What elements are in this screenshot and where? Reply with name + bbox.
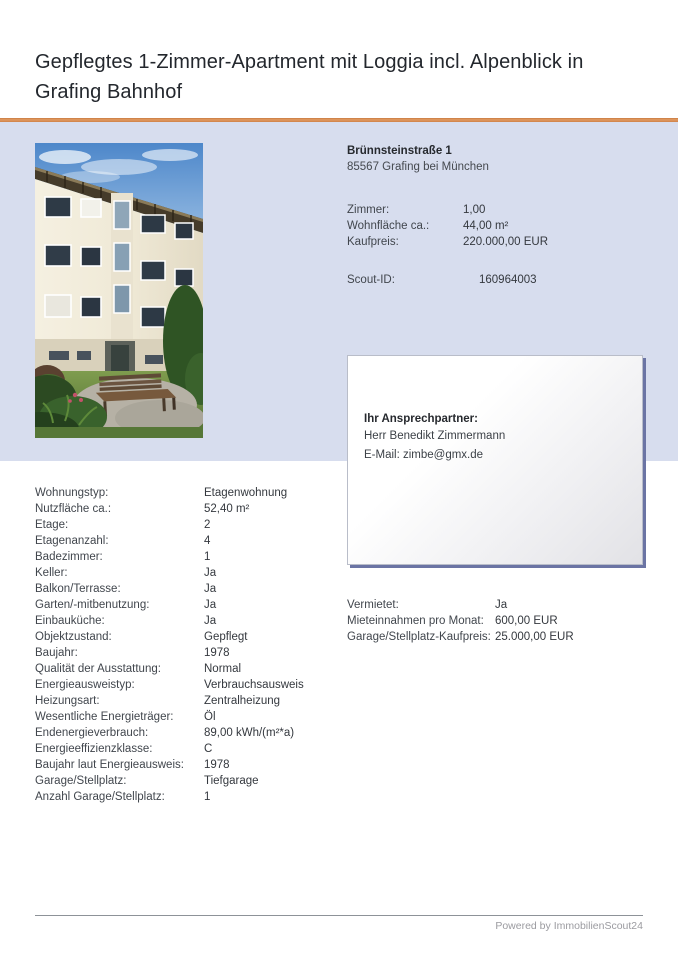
detail-value: Ja: [495, 599, 508, 611]
detail-label: Etagenanzahl:: [35, 535, 109, 547]
detail-row: [35, 565, 335, 581]
contact-card: [347, 355, 643, 565]
detail-label: Qualität der Ausstattung:: [35, 663, 161, 675]
detail-label: Energieeffizienzklasse:: [35, 743, 153, 755]
details-right-list: [347, 597, 657, 645]
detail-value: Ja: [204, 567, 217, 579]
summary-label: Wohnfläche ca.:: [347, 220, 430, 232]
detail-value: Tiefgarage: [204, 775, 259, 787]
summary-rows: [347, 202, 647, 250]
detail-label: Endenergieverbrauch:: [35, 727, 149, 739]
detail-row: [35, 501, 335, 517]
scout-id-value: 160964003: [479, 274, 537, 286]
summary-row: [347, 234, 647, 250]
detail-value: Etagenwohnung: [204, 487, 288, 499]
detail-label: Vermietet:: [347, 599, 399, 611]
detail-row: [35, 533, 335, 549]
property-photo: [35, 143, 203, 438]
page-title: Gepflegtes 1-Zimmer-Apartment mit Loggia incl. Alpenblick in Grafing Bahnhof: [35, 51, 584, 103]
detail-row: [347, 613, 657, 629]
detail-label: Heizungsart:: [35, 695, 100, 707]
detail-row: [35, 581, 335, 597]
detail-label: Balkon/Terrasse:: [35, 583, 121, 595]
detail-row: [35, 645, 335, 661]
detail-value: 2: [204, 519, 211, 531]
detail-row: [35, 741, 335, 757]
summary-value: 220.000,00 EUR: [463, 236, 549, 248]
detail-label: Einbauküche:: [35, 615, 105, 627]
detail-value: Ja: [204, 583, 217, 595]
summary-row: [347, 218, 647, 234]
detail-label: Keller:: [35, 567, 68, 579]
detail-value: 1978: [204, 759, 230, 771]
detail-label: Anzahl Garage/Stellplatz:: [35, 791, 165, 803]
detail-value: 4: [204, 535, 211, 547]
property-summary: [347, 143, 647, 288]
detail-value: Zentralheizung: [204, 695, 281, 707]
detail-row: [35, 549, 335, 565]
contact-name: Herr Benedikt Zimmermann: [364, 430, 506, 442]
detail-value: 1: [204, 551, 211, 563]
detail-row: [347, 597, 657, 613]
contact-heading: Ihr Ansprechpartner:: [364, 413, 478, 425]
summary-label: Zimmer:: [347, 204, 390, 216]
detail-label: Garage/Stellplatz-Kaufpreis:: [347, 631, 491, 643]
detail-row: [35, 629, 335, 645]
detail-value: 52,40 m²: [204, 503, 250, 515]
detail-value: 1978: [204, 647, 230, 659]
summary-row: [347, 202, 647, 218]
detail-row: [35, 789, 335, 805]
detail-value: 89,00 kWh/(m²*a): [204, 727, 295, 739]
detail-row: [35, 661, 335, 677]
detail-value: Ja: [204, 599, 217, 611]
detail-value: 600,00 EUR: [495, 615, 558, 627]
detail-row: [35, 485, 335, 501]
detail-row: [35, 613, 335, 629]
detail-row: [35, 693, 335, 709]
detail-row: [35, 517, 335, 533]
detail-value: C: [204, 743, 213, 755]
detail-row: [35, 677, 335, 693]
detail-label: Garage/Stellplatz:: [35, 775, 127, 787]
detail-label: Mieteinnahmen pro Monat:: [347, 615, 484, 627]
detail-label: Energieausweistyp:: [35, 679, 135, 691]
contact-email: E-Mail: zimbe@gmx.de: [364, 449, 484, 461]
summary-label: Kaufpreis:: [347, 236, 399, 248]
detail-row: [35, 597, 335, 613]
detail-label: Objektzustand:: [35, 631, 112, 643]
detail-value: Gepflegt: [204, 631, 248, 643]
detail-label: Garten/-mitbenutzung:: [35, 599, 150, 611]
detail-row: [35, 757, 335, 773]
detail-value: Öl: [204, 711, 216, 723]
detail-value: Ja: [204, 615, 217, 627]
scout-id-row: [347, 272, 647, 288]
detail-value: 25.000,00 EUR: [495, 631, 574, 643]
detail-label: Nutzfläche ca.:: [35, 503, 112, 515]
detail-row: [35, 773, 335, 789]
detail-label: Baujahr laut Energieausweis:: [35, 759, 184, 771]
summary-value: 44,00 m²: [463, 220, 509, 232]
detail-label: Etage:: [35, 519, 69, 531]
building-photo-illustration: [35, 143, 203, 438]
summary-value: 1,00: [463, 204, 486, 216]
detail-label: Wohnungstyp:: [35, 487, 109, 499]
address-line2: 85567 Grafing bei München: [347, 161, 489, 173]
detail-value: 1: [204, 791, 211, 803]
detail-value: Normal: [204, 663, 242, 675]
footer: [35, 915, 643, 934]
detail-label: Baujahr:: [35, 647, 78, 659]
detail-row: [35, 725, 335, 741]
detail-label: Badezimmer:: [35, 551, 103, 563]
scout-id-label: Scout-ID:: [347, 274, 395, 286]
detail-label: Wesentliche Energieträger:: [35, 711, 174, 723]
powered-by-label: Powered by ImmobilienScout24: [495, 920, 643, 932]
details-left-list: [35, 485, 335, 805]
detail-value: Verbrauchsausweis: [204, 679, 304, 691]
address-line1: Brünnsteinstraße 1: [347, 145, 452, 157]
contact-info: [364, 411, 505, 464]
detail-row: [347, 629, 657, 645]
detail-row: [35, 709, 335, 725]
